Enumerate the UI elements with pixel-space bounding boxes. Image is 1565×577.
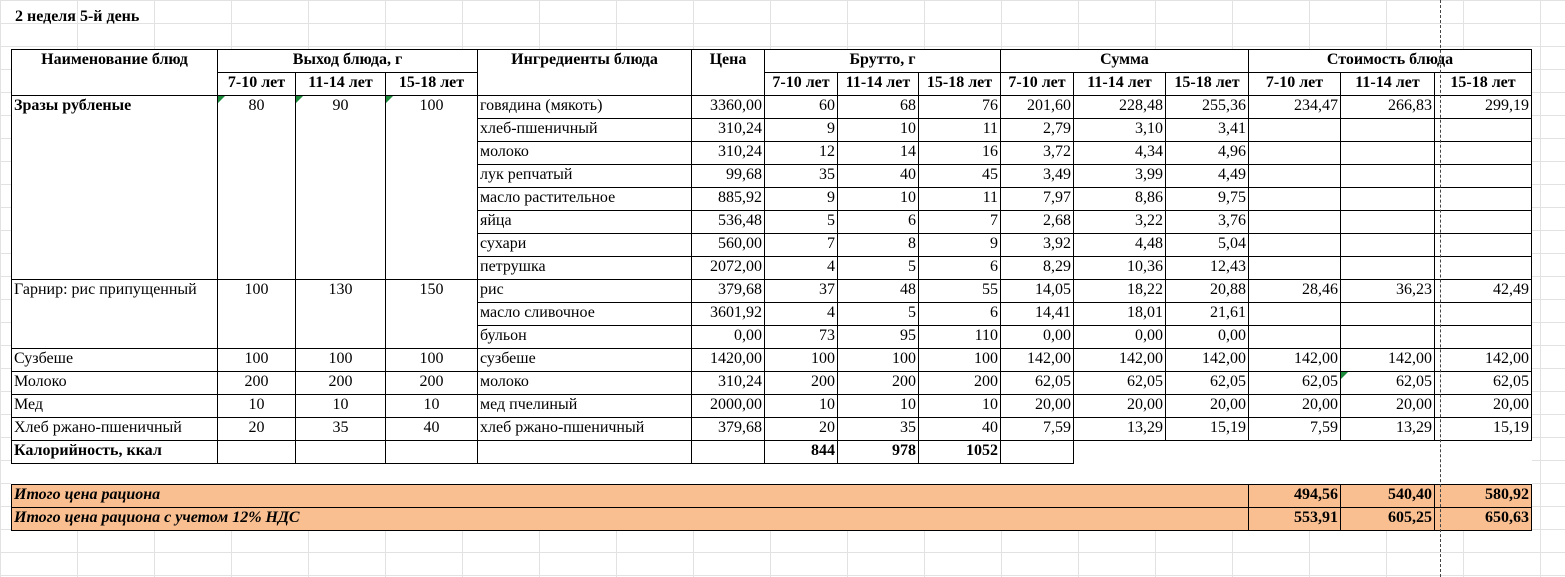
dish-cost-cell[interactable]: 20,00 <box>1435 395 1532 418</box>
ingredient-price-cell[interactable]: 379,68 <box>692 280 765 303</box>
ingredient-brutto-cell[interactable]: 9 <box>765 119 838 142</box>
total-value-cell[interactable]: 580,92 <box>1435 485 1532 508</box>
page-break-line <box>1440 0 1441 577</box>
ingredient-brutto-cell[interactable]: 55 <box>919 280 1001 303</box>
ingredient-sum-cell[interactable]: 0,00 <box>1074 326 1166 349</box>
dish-name-cell[interactable]: Хлеб ржано-пшеничный <box>12 418 218 441</box>
ingredient-brutto-cell[interactable]: 14 <box>838 142 919 165</box>
empty-cost-cell[interactable] <box>1341 119 1435 142</box>
header-output-age3[interactable]: 15-18 лет <box>386 73 478 96</box>
empty-cost-cell[interactable] <box>1341 326 1435 349</box>
dish-cost-cell[interactable]: 142,00 <box>1341 349 1435 372</box>
dish-cost-cell[interactable]: 266,83 <box>1341 96 1435 119</box>
dish-output-cell[interactable]: 10 <box>296 395 386 418</box>
ingredient-sum-cell[interactable]: 15,19 <box>1166 418 1249 441</box>
ingredient-price-cell[interactable]: 379,68 <box>692 418 765 441</box>
dish-output-cell[interactable]: 200 <box>218 372 296 395</box>
ingredient-sum-cell[interactable]: 7,97 <box>1001 188 1074 211</box>
ingredient-brutto-cell[interactable]: 37 <box>765 280 838 303</box>
ingredient-sum-cell[interactable]: 3,41 <box>1166 119 1249 142</box>
empty-cost-cell[interactable] <box>1341 234 1435 257</box>
empty-cost-cell[interactable] <box>1435 303 1532 326</box>
ingredient-name-cell[interactable]: сухари <box>478 234 692 257</box>
dish-output-cell[interactable]: 100 <box>218 280 296 349</box>
dish-cost-cell[interactable]: 13,29 <box>1341 418 1435 441</box>
ingredient-sum-cell[interactable]: 9,75 <box>1166 188 1249 211</box>
ingredient-sum-cell[interactable]: 18,22 <box>1074 280 1166 303</box>
empty-cell[interactable] <box>218 441 296 464</box>
total-value-cell[interactable]: 553,91 <box>1249 508 1341 531</box>
ingredient-sum-cell[interactable]: 4,48 <box>1074 234 1166 257</box>
ingredient-sum-cell[interactable]: 18,01 <box>1074 303 1166 326</box>
ingredient-brutto-cell[interactable]: 5 <box>838 257 919 280</box>
ingredient-brutto-cell[interactable]: 9 <box>919 234 1001 257</box>
empty-cost-cell[interactable] <box>1435 142 1532 165</box>
ingredient-brutto-cell[interactable]: 100 <box>765 349 838 372</box>
ingredient-sum-cell[interactable]: 142,00 <box>1001 349 1074 372</box>
ingredient-sum-cell[interactable]: 10,36 <box>1074 257 1166 280</box>
ingredient-sum-cell[interactable]: 4,34 <box>1074 142 1166 165</box>
header-output[interactable]: Выход блюда, г <box>218 50 478 73</box>
ingredient-sum-cell[interactable]: 21,61 <box>1166 303 1249 326</box>
ingredient-brutto-cell[interactable]: 35 <box>765 165 838 188</box>
dish-cost-cell[interactable]: 20,00 <box>1249 395 1341 418</box>
menu-cost-table <box>11 49 1532 531</box>
table-row <box>12 280 1532 303</box>
ingredient-brutto-cell[interactable]: 45 <box>919 165 1001 188</box>
ingredient-sum-cell[interactable]: 255,36 <box>1166 96 1249 119</box>
empty-cost-cell[interactable] <box>1435 234 1532 257</box>
ingredient-brutto-cell[interactable]: 4 <box>765 257 838 280</box>
ingredient-brutto-cell[interactable]: 8 <box>838 234 919 257</box>
ingredient-brutto-cell[interactable]: 48 <box>838 280 919 303</box>
ingredient-brutto-cell[interactable]: 200 <box>919 372 1001 395</box>
dish-output-cell[interactable]: 100 <box>218 349 296 372</box>
ingredient-brutto-cell[interactable]: 10 <box>838 188 919 211</box>
dish-output-cell[interactable]: 100 <box>296 349 386 372</box>
dish-name-cell[interactable]: Гарнир: рис припущенный <box>12 280 218 349</box>
empty-cost-cell[interactable] <box>1341 257 1435 280</box>
dish-cost-cell[interactable]: 15,19 <box>1435 418 1532 441</box>
ingredient-sum-cell[interactable]: 8,29 <box>1001 257 1074 280</box>
ingredient-price-cell[interactable]: 99,68 <box>692 165 765 188</box>
empty-cost-cell[interactable] <box>1341 188 1435 211</box>
header-output-age2[interactable]: 11-14 лет <box>296 73 386 96</box>
dish-cost-cell[interactable]: 299,19 <box>1435 96 1532 119</box>
header-sum-age3[interactable]: 15-18 лет <box>1166 73 1249 96</box>
ingredient-sum-cell[interactable]: 5,04 <box>1166 234 1249 257</box>
empty-cost-cell[interactable] <box>1249 142 1341 165</box>
ingredient-brutto-cell[interactable]: 40 <box>919 418 1001 441</box>
empty-cost-cell[interactable] <box>1249 119 1341 142</box>
ingredient-sum-cell[interactable]: 14,41 <box>1001 303 1074 326</box>
empty-cost-cell[interactable] <box>1435 211 1532 234</box>
ingredient-sum-cell[interactable]: 2,79 <box>1001 119 1074 142</box>
dish-output-cell[interactable]: 20 <box>218 418 296 441</box>
ingredient-sum-cell[interactable]: 3,22 <box>1074 211 1166 234</box>
ingredient-name-cell[interactable]: хлеб-пшеничный <box>478 119 692 142</box>
empty-cost-cell[interactable] <box>1249 165 1341 188</box>
empty-cell[interactable] <box>386 441 478 464</box>
header-brutto[interactable]: Брутто, г <box>765 50 1001 73</box>
dish-cost-cell[interactable]: 36,23 <box>1341 280 1435 303</box>
empty-cost-cell[interactable] <box>1435 326 1532 349</box>
ingredient-sum-cell[interactable]: 142,00 <box>1074 349 1166 372</box>
total-value-cell[interactable]: 540,40 <box>1341 485 1435 508</box>
empty-cost-cell[interactable] <box>1249 257 1341 280</box>
ingredient-brutto-cell[interactable]: 68 <box>838 96 919 119</box>
ingredient-sum-cell[interactable]: 4,96 <box>1166 142 1249 165</box>
header-sum-age1[interactable]: 7-10 лет <box>1001 73 1074 96</box>
spacer-row <box>12 464 1532 485</box>
ingredient-price-cell[interactable]: 885,92 <box>692 188 765 211</box>
table-row <box>12 96 1532 119</box>
header-cost-age2[interactable]: 11-14 лет <box>1341 73 1435 96</box>
ingredient-sum-cell[interactable]: 20,00 <box>1166 395 1249 418</box>
header-sum-age2[interactable]: 11-14 лет <box>1074 73 1166 96</box>
dish-cost-cell[interactable]: 142,00 <box>1435 349 1532 372</box>
calories-row <box>12 441 1532 464</box>
dish-name-cell[interactable]: Мед <box>12 395 218 418</box>
ingredient-brutto-cell[interactable]: 10 <box>919 395 1001 418</box>
dish-output-cell[interactable]: 200 <box>386 372 478 395</box>
ingredient-brutto-cell[interactable]: 9 <box>765 188 838 211</box>
total-row <box>12 508 1532 531</box>
ingredient-brutto-cell[interactable]: 73 <box>765 326 838 349</box>
empty-cost-cell[interactable] <box>1249 303 1341 326</box>
spacer-cell <box>12 464 1532 485</box>
ingredient-sum-cell[interactable]: 20,88 <box>1166 280 1249 303</box>
header-cost-age3[interactable]: 15-18 лет <box>1435 73 1532 96</box>
ingredient-price-cell[interactable]: 310,24 <box>692 372 765 395</box>
total-value-cell[interactable]: 650,63 <box>1435 508 1532 531</box>
empty-cost-cell[interactable] <box>1435 119 1532 142</box>
ingredient-sum-cell[interactable]: 8,86 <box>1074 188 1166 211</box>
dish-output-cell[interactable]: 100 <box>386 349 478 372</box>
dish-cost-cell[interactable]: 62,05 <box>1341 372 1435 395</box>
empty-cell[interactable] <box>1074 441 1532 464</box>
calories-value-cell[interactable]: 844 <box>765 441 838 464</box>
dish-output-cell[interactable]: 40 <box>386 418 478 441</box>
ingredient-name-cell[interactable]: масло сливочное <box>478 303 692 326</box>
ingredient-sum-cell[interactable]: 3,99 <box>1074 165 1166 188</box>
dish-cost-cell[interactable]: 62,05 <box>1249 372 1341 395</box>
ingredient-brutto-cell[interactable]: 10 <box>838 119 919 142</box>
dish-name-cell[interactable]: Сузбеше <box>12 349 218 372</box>
ingredient-brutto-cell[interactable]: 35 <box>838 418 919 441</box>
ingredient-brutto-cell[interactable]: 100 <box>919 349 1001 372</box>
ingredient-price-cell[interactable]: 2072,00 <box>692 257 765 280</box>
dish-output-cell[interactable]: 150 <box>386 280 478 349</box>
ingredient-sum-cell[interactable]: 3,92 <box>1001 234 1074 257</box>
ingredient-price-cell[interactable]: 310,24 <box>692 119 765 142</box>
ingredient-brutto-cell[interactable]: 10 <box>765 395 838 418</box>
dish-cost-cell[interactable]: 7,59 <box>1249 418 1341 441</box>
dish-cost-cell[interactable]: 234,47 <box>1249 96 1341 119</box>
ingredient-brutto-cell[interactable]: 11 <box>919 119 1001 142</box>
total-label[interactable]: Итого цена рациона с учетом 12% НДС <box>12 508 1249 531</box>
table-row <box>12 349 1532 372</box>
empty-cell[interactable] <box>1001 441 1074 464</box>
header-brutto-age2[interactable]: 11-14 лет <box>838 73 919 96</box>
ingredient-name-cell[interactable]: лук репчатый <box>478 165 692 188</box>
ingredient-sum-cell[interactable]: 20,00 <box>1001 395 1074 418</box>
ingredient-sum-cell[interactable]: 14,05 <box>1001 280 1074 303</box>
ingredient-name-cell[interactable]: рис <box>478 280 692 303</box>
dish-cost-cell[interactable]: 28,46 <box>1249 280 1341 303</box>
empty-cost-cell[interactable] <box>1341 211 1435 234</box>
dish-output-cell[interactable]: 35 <box>296 418 386 441</box>
empty-cost-cell[interactable] <box>1341 142 1435 165</box>
ingredient-sum-cell[interactable]: 228,48 <box>1074 96 1166 119</box>
empty-cost-cell[interactable] <box>1249 211 1341 234</box>
ingredient-sum-cell[interactable]: 62,05 <box>1074 372 1166 395</box>
empty-cell[interactable] <box>692 441 765 464</box>
ingredient-sum-cell[interactable]: 13,29 <box>1074 418 1166 441</box>
calories-label[interactable]: Калорийность, ккал <box>12 441 218 464</box>
ingredient-sum-cell[interactable]: 62,05 <box>1001 372 1074 395</box>
ingredient-price-cell[interactable]: 536,48 <box>692 211 765 234</box>
empty-cost-cell[interactable] <box>1249 326 1341 349</box>
ingredient-sum-cell[interactable]: 201,60 <box>1001 96 1074 119</box>
dish-output-cell[interactable]: 100 <box>386 96 478 280</box>
ingredient-name-cell[interactable]: говядина (мякоть) <box>478 96 692 119</box>
header-cost[interactable]: Стоимость блюда <box>1249 50 1532 73</box>
ingredient-sum-cell[interactable]: 7,59 <box>1001 418 1074 441</box>
ingredient-brutto-cell[interactable]: 6 <box>838 211 919 234</box>
ingredient-brutto-cell[interactable]: 60 <box>765 96 838 119</box>
ingredient-brutto-cell[interactable]: 16 <box>919 142 1001 165</box>
empty-cost-cell[interactable] <box>1435 257 1532 280</box>
header-ingredients[interactable]: Ингредиенты блюда <box>478 50 692 96</box>
ingredient-name-cell[interactable]: мед пчелиный <box>478 395 692 418</box>
ingredient-brutto-cell[interactable]: 6 <box>919 257 1001 280</box>
ingredient-brutto-cell[interactable]: 40 <box>838 165 919 188</box>
ingredient-brutto-cell[interactable]: 10 <box>838 395 919 418</box>
empty-cost-cell[interactable] <box>1341 303 1435 326</box>
ingredient-price-cell[interactable]: 2000,00 <box>692 395 765 418</box>
dish-output-cell[interactable]: 130 <box>296 280 386 349</box>
ingredient-sum-cell[interactable]: 0,00 <box>1166 326 1249 349</box>
ingredient-brutto-cell[interactable]: 7 <box>765 234 838 257</box>
ingredient-sum-cell[interactable]: 20,00 <box>1074 395 1166 418</box>
ingredient-brutto-cell[interactable]: 76 <box>919 96 1001 119</box>
total-value-cell[interactable]: 605,25 <box>1341 508 1435 531</box>
ingredient-price-cell[interactable]: 0,00 <box>692 326 765 349</box>
total-row <box>12 485 1532 508</box>
ingredient-name-cell[interactable]: яйца <box>478 211 692 234</box>
ingredient-sum-cell[interactable]: 3,49 <box>1001 165 1074 188</box>
ingredient-price-cell[interactable]: 3601,92 <box>692 303 765 326</box>
ingredient-price-cell[interactable]: 560,00 <box>692 234 765 257</box>
dish-name-cell[interactable]: Зразы рубленые <box>12 96 218 280</box>
ingredient-sum-cell[interactable]: 3,76 <box>1166 211 1249 234</box>
dish-output-cell[interactable]: 90 <box>296 96 386 280</box>
empty-cost-cell[interactable] <box>1249 188 1341 211</box>
ingredient-brutto-cell[interactable]: 200 <box>765 372 838 395</box>
dish-output-cell[interactable]: 200 <box>296 372 386 395</box>
ingredient-brutto-cell[interactable]: 20 <box>765 418 838 441</box>
ingredient-sum-cell[interactable]: 2,68 <box>1001 211 1074 234</box>
empty-cell[interactable] <box>296 441 386 464</box>
ingredient-brutto-cell[interactable]: 5 <box>838 303 919 326</box>
ingredient-price-cell[interactable]: 1420,00 <box>692 349 765 372</box>
ingredient-name-cell[interactable]: сузбеше <box>478 349 692 372</box>
ingredient-brutto-cell[interactable]: 7 <box>919 211 1001 234</box>
ingredient-sum-cell[interactable]: 4,49 <box>1166 165 1249 188</box>
ingredient-brutto-cell[interactable]: 5 <box>765 211 838 234</box>
ingredient-price-cell[interactable]: 3360,00 <box>692 96 765 119</box>
dish-output-cell[interactable]: 10 <box>386 395 478 418</box>
ingredient-brutto-cell[interactable]: 100 <box>838 349 919 372</box>
empty-cost-cell[interactable] <box>1435 165 1532 188</box>
header-price[interactable]: Цена <box>692 50 765 96</box>
header-cost-age1[interactable]: 7-10 лет <box>1249 73 1341 96</box>
ingredient-brutto-cell[interactable]: 12 <box>765 142 838 165</box>
dish-cost-cell[interactable]: 142,00 <box>1249 349 1341 372</box>
ingredient-brutto-cell[interactable]: 110 <box>919 326 1001 349</box>
ingredient-name-cell[interactable]: петрушка <box>478 257 692 280</box>
ingredient-name-cell[interactable]: бульон <box>478 326 692 349</box>
calories-value-cell[interactable]: 1052 <box>919 441 1001 464</box>
header-brutto-age1[interactable]: 7-10 лет <box>765 73 838 96</box>
calories-value-cell[interactable]: 978 <box>838 441 919 464</box>
dish-cost-cell[interactable]: 62,05 <box>1435 372 1532 395</box>
header-dish-name[interactable]: Наименование блюд <box>12 50 218 96</box>
table-row <box>12 395 1532 418</box>
dish-output-cell[interactable]: 80 <box>218 96 296 280</box>
table-row <box>12 418 1532 441</box>
header-output-age1[interactable]: 7-10 лет <box>218 73 296 96</box>
ingredient-name-cell[interactable]: масло растительное <box>478 188 692 211</box>
ingredient-brutto-cell[interactable]: 4 <box>765 303 838 326</box>
total-label[interactable]: Итого цена рациона <box>12 485 1249 508</box>
ingredient-name-cell[interactable]: молоко <box>478 142 692 165</box>
ingredient-brutto-cell[interactable]: 200 <box>838 372 919 395</box>
ingredient-name-cell[interactable]: молоко <box>478 372 692 395</box>
header-sum[interactable]: Сумма <box>1001 50 1249 73</box>
ingredient-price-cell[interactable]: 310,24 <box>692 142 765 165</box>
dish-output-cell[interactable]: 10 <box>218 395 296 418</box>
ingredient-sum-cell[interactable]: 142,00 <box>1166 349 1249 372</box>
ingredient-sum-cell[interactable]: 3,10 <box>1074 119 1166 142</box>
ingredient-sum-cell[interactable]: 62,05 <box>1166 372 1249 395</box>
ingredient-brutto-cell[interactable]: 95 <box>838 326 919 349</box>
table-row <box>12 372 1532 395</box>
empty-cell[interactable] <box>478 441 692 464</box>
ingredient-sum-cell[interactable]: 3,72 <box>1001 142 1074 165</box>
ingredient-brutto-cell[interactable]: 6 <box>919 303 1001 326</box>
sheet-title: 2 неделя 5-й день <box>15 8 140 25</box>
dish-name-cell[interactable]: Молоко <box>12 372 218 395</box>
header-brutto-age3[interactable]: 15-18 лет <box>919 73 1001 96</box>
ingredient-name-cell[interactable]: хлеб ржано-пшеничный <box>478 418 692 441</box>
dish-cost-cell[interactable]: 20,00 <box>1341 395 1435 418</box>
empty-cost-cell[interactable] <box>1249 234 1341 257</box>
ingredient-brutto-cell[interactable]: 11 <box>919 188 1001 211</box>
empty-cost-cell[interactable] <box>1341 165 1435 188</box>
ingredient-sum-cell[interactable]: 0,00 <box>1001 326 1074 349</box>
empty-cost-cell[interactable] <box>1435 188 1532 211</box>
ingredient-sum-cell[interactable]: 12,43 <box>1166 257 1249 280</box>
dish-cost-cell[interactable]: 42,49 <box>1435 280 1532 303</box>
total-value-cell[interactable]: 494,56 <box>1249 485 1341 508</box>
